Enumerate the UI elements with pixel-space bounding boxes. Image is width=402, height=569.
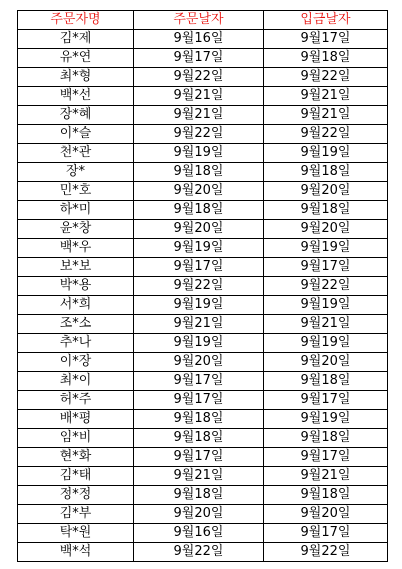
payment-date-cell: 9월18일 [264, 486, 388, 505]
table-row [18, 334, 388, 353]
customer-name-cell: 조*소 [18, 315, 134, 334]
order-date-cell: 9월17일 [134, 448, 264, 467]
payment-date-cell: 9월21일 [264, 315, 388, 334]
payment-date-cell: 9월18일 [264, 372, 388, 391]
customer-name-cell: 하*미 [18, 201, 134, 220]
customer-name-cell: 장*혜 [18, 106, 134, 125]
table-row [18, 106, 388, 125]
table-row [18, 410, 388, 429]
payment-date-cell: 9월21일 [264, 106, 388, 125]
order-date-cell: 9월18일 [134, 486, 264, 505]
customer-name-cell: 서*희 [18, 296, 134, 315]
table-row [18, 486, 388, 505]
payment-date-cell: 9월18일 [264, 201, 388, 220]
order-date-cell: 9월18일 [134, 429, 264, 448]
customer-name-cell: 임*비 [18, 429, 134, 448]
payment-date-cell: 9월17일 [264, 258, 388, 277]
table-row [18, 372, 388, 391]
header-row [18, 11, 388, 30]
order-date-cell: 9월21일 [134, 467, 264, 486]
order-date-cell: 9월18일 [134, 163, 264, 182]
header-customer-name: 주문자명 [18, 11, 134, 30]
order-date-cell: 9월16일 [134, 524, 264, 543]
table-row [18, 353, 388, 372]
table-row [18, 277, 388, 296]
customer-name-cell: 추*나 [18, 334, 134, 353]
table-row [18, 68, 388, 87]
customer-name-cell: 최*이 [18, 372, 134, 391]
customer-name-cell: 탁*원 [18, 524, 134, 543]
payment-date-cell: 9월21일 [264, 467, 388, 486]
customer-name-cell: 최*형 [18, 68, 134, 87]
order-date-cell: 9월19일 [134, 239, 264, 258]
customer-name-cell: 정*정 [18, 486, 134, 505]
payment-date-cell: 9월19일 [264, 296, 388, 315]
table-row [18, 163, 388, 182]
table-row [18, 87, 388, 106]
payment-date-cell: 9월17일 [264, 448, 388, 467]
order-date-cell: 9월21일 [134, 106, 264, 125]
order-date-cell: 9월18일 [134, 201, 264, 220]
table-row [18, 30, 388, 49]
customer-name-cell: 이*슬 [18, 125, 134, 144]
payment-date-cell: 9월19일 [264, 144, 388, 163]
table-row [18, 315, 388, 334]
table-row [18, 448, 388, 467]
header-order-date: 주문날자 [134, 11, 264, 30]
payment-date-cell: 9월17일 [264, 524, 388, 543]
order-date-cell: 9월17일 [134, 49, 264, 68]
payment-date-cell: 9월19일 [264, 239, 388, 258]
table-row [18, 125, 388, 144]
table-row [18, 239, 388, 258]
customer-name-cell: 윤*창 [18, 220, 134, 239]
order-date-cell: 9월22일 [134, 543, 264, 562]
order-date-cell: 9월17일 [134, 372, 264, 391]
order-date-cell: 9월20일 [134, 220, 264, 239]
payment-date-cell: 9월22일 [264, 125, 388, 144]
payment-date-cell: 9월20일 [264, 505, 388, 524]
table-body [18, 30, 388, 562]
payment-date-cell: 9월21일 [264, 87, 388, 106]
order-date-cell: 9월20일 [134, 353, 264, 372]
customer-name-cell: 김*태 [18, 467, 134, 486]
order-date-cell: 9월17일 [134, 391, 264, 410]
table-row [18, 258, 388, 277]
order-date-cell: 9월19일 [134, 296, 264, 315]
order-date-cell: 9월21일 [134, 87, 264, 106]
customer-name-cell: 천*관 [18, 144, 134, 163]
table-row [18, 543, 388, 562]
payment-date-cell: 9월19일 [264, 410, 388, 429]
order-date-cell: 9월22일 [134, 277, 264, 296]
payment-date-cell: 9월18일 [264, 163, 388, 182]
customer-name-cell: 이*장 [18, 353, 134, 372]
payment-date-cell: 9월20일 [264, 182, 388, 201]
table-row [18, 49, 388, 68]
customer-name-cell: 보*보 [18, 258, 134, 277]
order-date-cell: 9월21일 [134, 315, 264, 334]
payment-date-cell: 9월22일 [264, 68, 388, 87]
order-date-cell: 9월22일 [134, 125, 264, 144]
customer-name-cell: 유*연 [18, 49, 134, 68]
table-row [18, 201, 388, 220]
table-row [18, 524, 388, 543]
table-row [18, 144, 388, 163]
order-date-cell: 9월17일 [134, 258, 264, 277]
table-row [18, 505, 388, 524]
customer-name-cell: 백*석 [18, 543, 134, 562]
customer-name-cell: 백*선 [18, 87, 134, 106]
table-row [18, 391, 388, 410]
table-row [18, 467, 388, 486]
customer-name-cell: 민*호 [18, 182, 134, 201]
payment-date-cell: 9월22일 [264, 543, 388, 562]
payment-date-cell: 9월20일 [264, 353, 388, 372]
payment-date-cell: 9월17일 [264, 391, 388, 410]
table-row [18, 182, 388, 201]
table-row [18, 220, 388, 239]
order-table-container [17, 10, 388, 562]
order-date-cell: 9월20일 [134, 505, 264, 524]
order-date-cell: 9월22일 [134, 68, 264, 87]
customer-name-cell: 김*제 [18, 30, 134, 49]
payment-date-cell: 9월18일 [264, 429, 388, 448]
customer-name-cell: 박*용 [18, 277, 134, 296]
table-row [18, 296, 388, 315]
header-payment-date: 입금날자 [264, 11, 388, 30]
customer-name-cell: 백*우 [18, 239, 134, 258]
payment-date-cell: 9월19일 [264, 334, 388, 353]
payment-date-cell: 9월18일 [264, 49, 388, 68]
payment-date-cell: 9월17일 [264, 30, 388, 49]
table-row [18, 429, 388, 448]
customer-name-cell: 배*평 [18, 410, 134, 429]
customer-name-cell: 허*주 [18, 391, 134, 410]
order-date-cell: 9월18일 [134, 410, 264, 429]
customer-name-cell: 장* [18, 163, 134, 182]
customer-name-cell: 현*화 [18, 448, 134, 467]
order-payment-table [17, 10, 388, 562]
payment-date-cell: 9월20일 [264, 220, 388, 239]
order-date-cell: 9월19일 [134, 144, 264, 163]
order-date-cell: 9월20일 [134, 182, 264, 201]
payment-date-cell: 9월22일 [264, 277, 388, 296]
customer-name-cell: 김*부 [18, 505, 134, 524]
order-date-cell: 9월19일 [134, 334, 264, 353]
order-date-cell: 9월16일 [134, 30, 264, 49]
